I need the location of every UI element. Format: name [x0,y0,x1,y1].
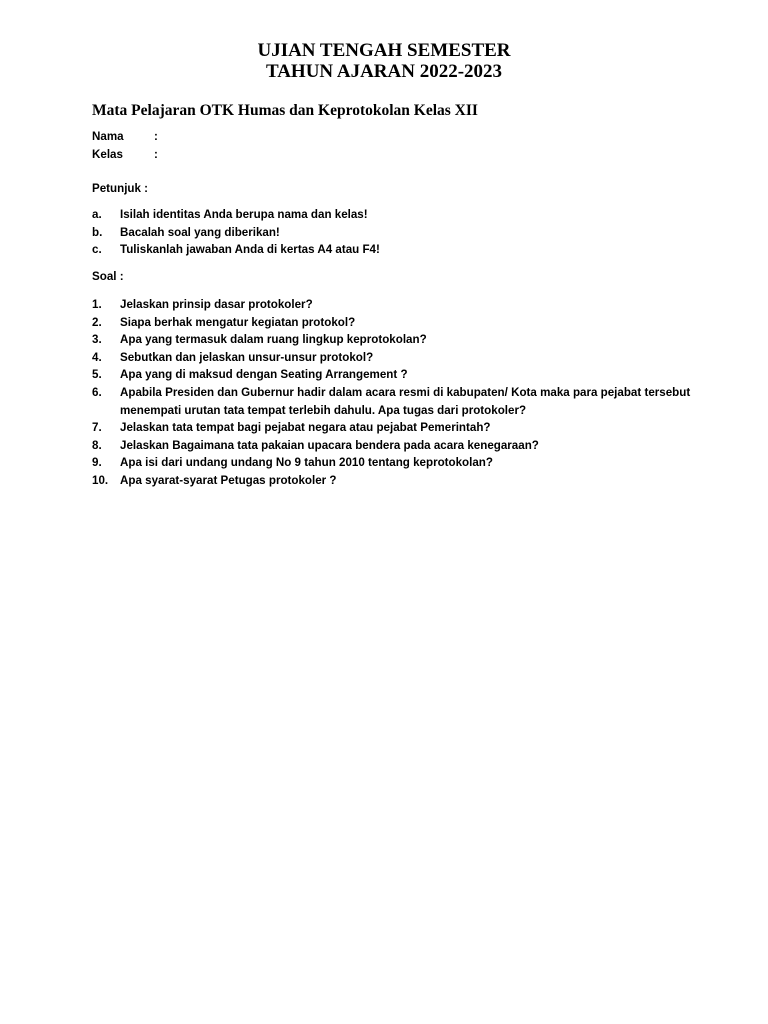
question-number: 5. [92,368,102,382]
name-label: Nama [92,130,124,143]
questions-heading: Soal : [92,270,124,283]
subject-line: Mata Pelajaran OTK Humas dan Keprotokolan Kelas XII [92,102,478,119]
question-number: 1. [92,298,102,311]
identity-block [92,128,158,163]
question-number: 2. [92,315,102,329]
list-marker: a. [92,208,102,221]
question-text: Apa yang di maksud dengan Seating Arrangement ? [120,368,408,382]
name-colon: : [154,130,158,143]
list-item [92,366,692,384]
list-item [92,384,692,419]
list-item [92,472,692,490]
class-colon: : [154,147,158,161]
list-item [92,241,692,259]
question-number: 3. [92,333,102,347]
question-number: 10. [92,473,109,487]
list-marker: c. [92,243,102,257]
list-item [92,206,692,224]
list-item [92,296,692,314]
list-item [92,349,692,367]
name-row [92,128,158,146]
question-text: Jelaskan prinsip dasar protokoler? [120,298,313,311]
question-text: Jelaskan Bagaimana tata pakaian upacara bendera pada acara kenegaraan? [120,438,539,452]
question-number: 8. [92,438,102,452]
question-number: 9. [92,456,102,470]
list-item [92,314,692,332]
class-row [92,146,158,164]
instruction-text: Bacalah soal yang diberikan! [120,225,280,239]
question-number: 6. [92,385,102,399]
question-text: Apa isi dari undang undang No 9 tahun 2010 tentang keprotokolan? [120,456,493,470]
question-text: Apabila Presiden dan Gubernur hadir dalam acara resmi di kabupaten/ Kota maka para pejabat tersebut menempati urutan tata tempat terlebih dahulu. Apa tugas dari protokoler? [120,385,691,417]
list-item [92,454,692,472]
list-item [92,437,692,455]
exam-title: UJIAN TENGAH SEMESTER [257,40,511,61]
question-text: Siapa berhak mengatur kegiatan protokol? [120,315,356,329]
instruction-text: Isilah identitas Anda berupa nama dan kelas! [120,208,368,221]
list-item [92,419,692,437]
question-text: Jelaskan tata tempat bagi pejabat negara atau pejabat Pemerintah? [120,421,491,435]
question-text: Apa syarat-syarat Petugas protokoler ? [120,473,337,487]
instruction-text: Tuliskanlah jawaban Anda di kertas A4 atau F4! [120,243,380,257]
list-marker: b. [92,225,103,239]
question-text: Sebutkan dan jelaskan unsur-unsur protokol? [120,350,374,364]
class-label: Kelas [92,147,123,161]
list-item [92,331,692,349]
instructions-heading: Petunjuk : [92,182,149,195]
instructions-list [92,206,692,259]
question-number: 4. [92,350,102,364]
question-text: Apa yang termasuk dalam ruang lingkup keprotokolan? [120,333,427,347]
list-item [92,224,692,242]
question-number: 7. [92,421,102,435]
academic-year-title: TAHUN AJARAN 2022-2023 [265,61,503,82]
questions-list [92,296,692,490]
